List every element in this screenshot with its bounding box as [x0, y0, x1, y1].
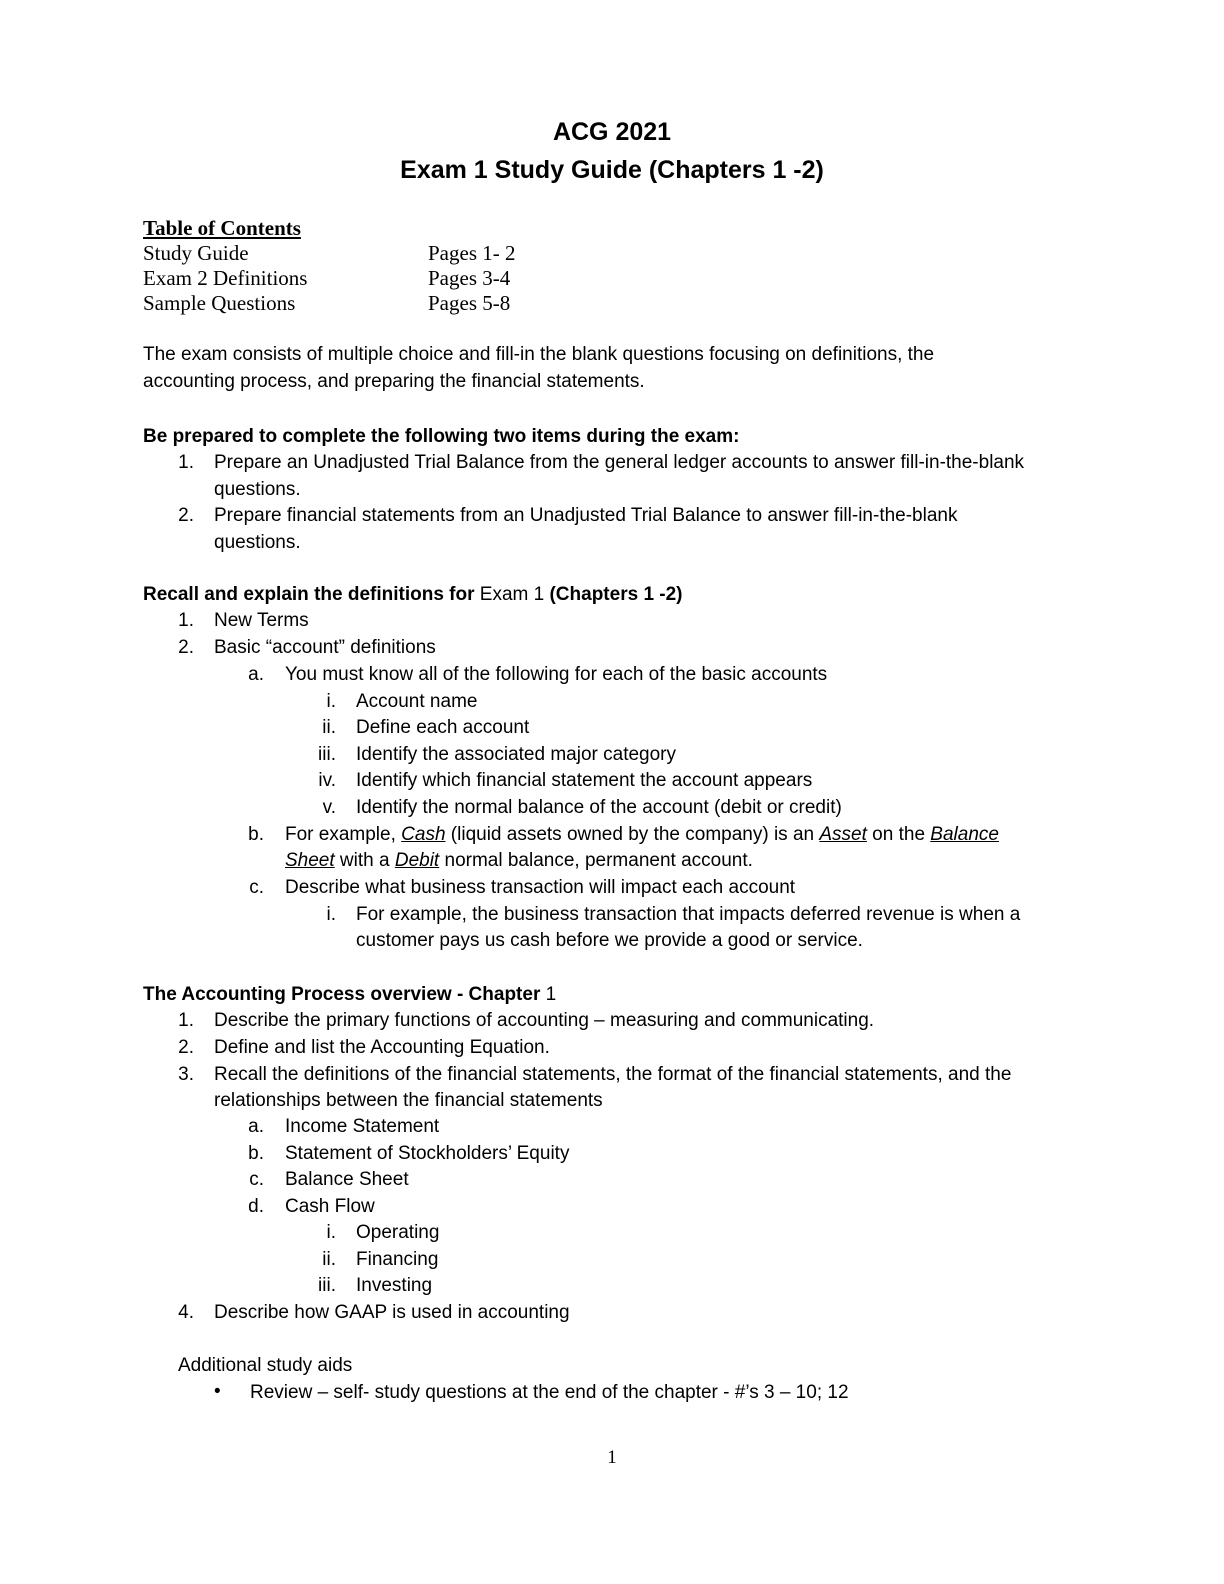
- example-cash-line: [285, 824, 999, 846]
- list-item: Financing: [356, 1249, 439, 1270]
- page-number: 1: [607, 1447, 617, 1468]
- list-number: 2.: [178, 505, 194, 526]
- list-item: Prepare financial statements from an Unadjusted Trial Balance to answer fill-in-the-blank: [214, 505, 958, 526]
- list-number: 1.: [178, 1010, 194, 1031]
- list-letter: a.: [248, 664, 264, 685]
- list-item: Balance Sheet: [285, 1169, 409, 1190]
- term-asset: Asset: [819, 824, 867, 845]
- list-item: Define each account: [356, 717, 530, 738]
- list-number: 2.: [178, 1037, 194, 1058]
- intro-line: accounting process, and preparing the financial statements.: [143, 371, 645, 392]
- list-roman: iii.: [318, 1275, 336, 1296]
- list-item: Income Statement: [285, 1116, 440, 1137]
- list-number: 1.: [178, 610, 194, 631]
- study-aids-heading: Additional study aids: [178, 1355, 353, 1376]
- example-cash-line-continued: [285, 850, 753, 872]
- list-item: Define and list the Accounting Equation.: [214, 1037, 550, 1058]
- heading-part: (Chapters 1 -2): [544, 584, 683, 605]
- list-number: 4.: [178, 1302, 194, 1323]
- list-roman: ii.: [322, 1249, 336, 1270]
- list-item: Describe how GAAP is used in accounting: [214, 1302, 570, 1323]
- term-cash: Cash: [401, 824, 446, 845]
- heading-part: Exam 1: [479, 584, 545, 605]
- list-item: Identify the associated major category: [356, 744, 677, 765]
- toc-item-name: Study Guide: [143, 241, 249, 265]
- toc-row: [143, 291, 511, 316]
- list-item: Identify the normal balance of the account (debit or credit): [356, 797, 842, 818]
- list-roman: iii.: [318, 744, 336, 765]
- list-item-continued: relationships between the financial statements: [214, 1090, 603, 1111]
- course-title: ACG 2021: [552, 118, 672, 146]
- list-roman: ii.: [322, 717, 336, 738]
- list-number: 2.: [178, 637, 194, 658]
- term-balance: Balance: [930, 824, 999, 845]
- section-heading-exam-items: Be prepared to complete the following two items during the exam:: [143, 426, 740, 447]
- text-part: with a: [334, 850, 395, 871]
- term-sheet: Sheet: [285, 850, 335, 871]
- toc-item-name: Exam 2 Definitions: [143, 266, 308, 290]
- list-item: Review – self- study questions at the end of the chapter - #’s 3 – 10; 12: [250, 1382, 849, 1403]
- list-item: Operating: [356, 1222, 440, 1243]
- list-letter: c.: [249, 1169, 264, 1190]
- list-item: Describe the primary functions of accounting – measuring and communicating.: [214, 1010, 875, 1031]
- list-item: Cash Flow: [285, 1196, 375, 1217]
- list-item-continued: questions.: [214, 479, 301, 500]
- list-item: Prepare an Unadjusted Trial Balance from the general ledger accounts to answer fill-in-the-blank: [214, 452, 1025, 473]
- text-part: on the: [866, 824, 931, 845]
- list-item: Investing: [356, 1275, 433, 1296]
- term-debit: Debit: [394, 850, 440, 871]
- toc-item-pages: Pages 3-4: [428, 266, 511, 290]
- toc-item-pages: Pages 1- 2: [428, 241, 516, 265]
- list-letter: c.: [249, 877, 264, 898]
- toc-item-name: Sample Questions: [143, 291, 296, 315]
- toc-heading: Table of Contents: [143, 216, 301, 240]
- list-item: Identify which financial statement the account appears: [356, 770, 813, 791]
- list-letter: a.: [248, 1116, 264, 1137]
- heading-part: The Accounting Process overview - Chapter: [143, 984, 546, 1005]
- toc-row: [143, 266, 511, 291]
- list-roman: i.: [326, 691, 336, 712]
- list-item: For example, the business transaction that impacts deferred revenue is when a: [356, 904, 1021, 925]
- document-title: Exam 1 Study Guide (Chapters 1 -2): [400, 156, 824, 184]
- text-part: normal balance, permanent account.: [439, 850, 753, 871]
- list-item: Statement of Stockholders’ Equity: [285, 1143, 570, 1164]
- intro-line: The exam consists of multiple choice and fill-in the blank questions focusing on definitions, the: [143, 344, 935, 365]
- bullet-icon: •: [214, 1381, 221, 1402]
- list-item: Describe what business transaction will impact each account: [285, 877, 796, 898]
- list-item-continued: questions.: [214, 532, 301, 553]
- text-part: For example,: [285, 824, 402, 845]
- list-number: 3.: [178, 1064, 194, 1085]
- list-roman: iv.: [318, 770, 336, 791]
- list-item: Basic “account” definitions: [214, 637, 436, 658]
- list-item-continued: customer pays us cash before we provide a good or service.: [356, 930, 863, 951]
- list-letter: b.: [248, 1143, 264, 1164]
- list-item: You must know all of the following for each of the basic accounts: [285, 664, 828, 685]
- list-item: Account name: [356, 691, 478, 712]
- list-number: 1.: [178, 452, 194, 473]
- list-roman: i.: [326, 904, 336, 925]
- section-heading-accounting-process: [143, 984, 556, 1006]
- toc-item-pages: Pages 5-8: [428, 291, 511, 315]
- list-roman: v.: [322, 797, 336, 818]
- list-letter: d.: [248, 1196, 264, 1217]
- list-letter: b.: [248, 824, 264, 845]
- text-part: (liquid assets owned by the company) is an: [445, 824, 820, 845]
- heading-part: Recall and explain the definitions for: [143, 584, 480, 605]
- toc-row: [143, 241, 516, 266]
- list-item: New Terms: [214, 610, 309, 631]
- list-roman: i.: [326, 1222, 336, 1243]
- heading-part: 1: [545, 984, 557, 1005]
- list-item: Recall the definitions of the financial statements, the format of the financial statements, and the: [214, 1064, 1012, 1085]
- section-heading-definitions: [143, 584, 683, 606]
